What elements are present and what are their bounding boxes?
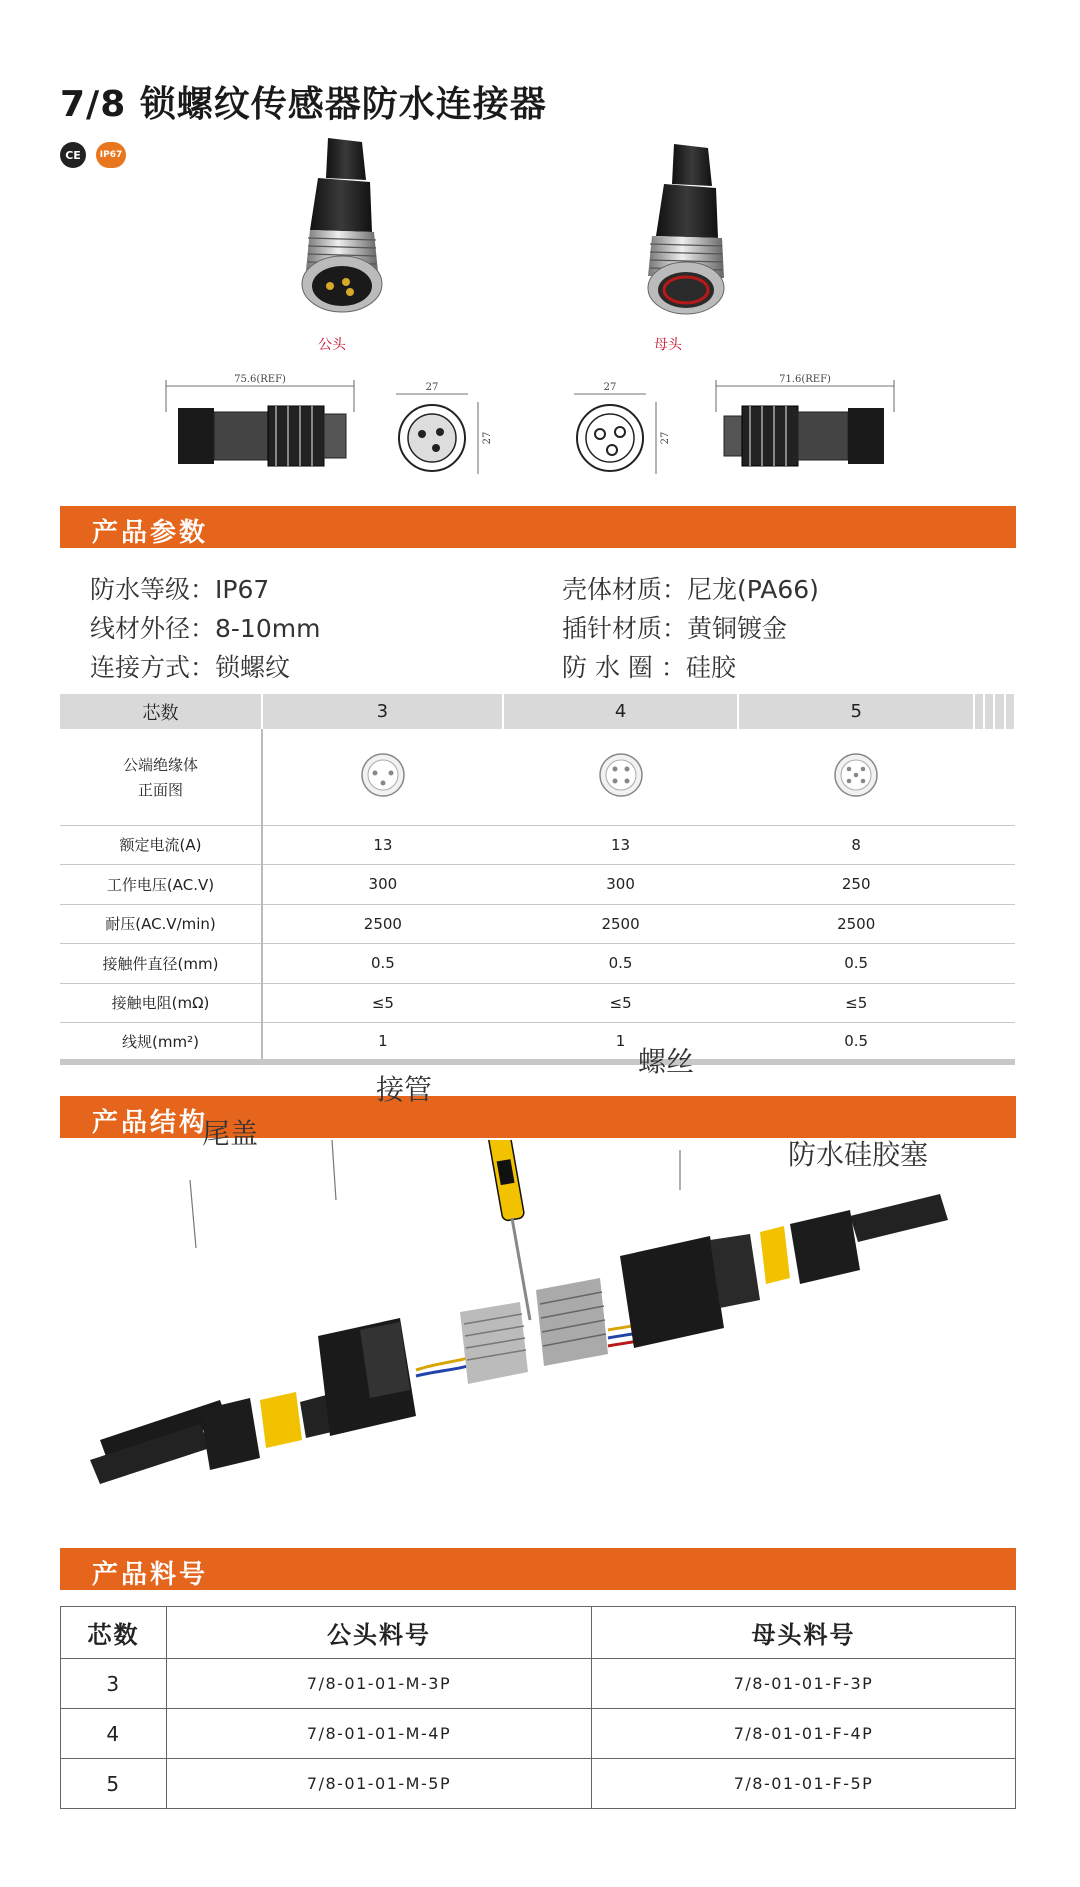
spec-value: ≤5 (503, 983, 739, 1023)
spec-row-gauge (60, 1023, 1015, 1063)
spec-value: 2500 (738, 904, 974, 944)
male-length-dim: 75.6(REF) (234, 374, 286, 385)
face-5pin-cell (738, 729, 974, 825)
face-3pin-icon (360, 752, 406, 798)
spec-empty-cell (974, 1023, 984, 1063)
spec-value: 2500 (503, 904, 739, 944)
spec-row-diameter (60, 944, 1015, 984)
section-structure-title: 产品结构 (92, 1108, 209, 1138)
label-body: 接管 (376, 1073, 433, 1106)
spec-empty-col (984, 694, 994, 729)
section-params-bar (60, 506, 1016, 548)
male-face-w: 27 (425, 382, 439, 393)
spec-row-label: 工作电压(AC.V) (60, 865, 262, 905)
page-title: 7/8 锁螺纹传感器防水连接器 (60, 84, 547, 125)
cert-badges (60, 142, 126, 168)
spec-value: 8 (738, 825, 974, 865)
spec-row-label: 耐压(AC.V/min) (60, 904, 262, 944)
spec-empty-cell (974, 825, 984, 865)
spec-empty-cell (1005, 1023, 1015, 1063)
param-cable-diameter: 线材外径：8-10mm (90, 614, 321, 643)
spec-row-label: 线规(mm²) (60, 1023, 262, 1063)
pn-female: 7/8-01-01-F-5P (592, 1759, 1016, 1809)
spec-core-3: 3 (262, 694, 503, 729)
spec-empty-cell (994, 983, 1004, 1023)
spec-empty-cell (1005, 983, 1015, 1023)
spec-core-5: 5 (738, 694, 974, 729)
female-connector-photo (620, 140, 740, 325)
param-shell-material: 壳体材质：尼龙(PA66) (562, 575, 819, 604)
label-seal: 防水硅胶塞 (788, 1138, 929, 1171)
female-face-drawing (568, 378, 678, 478)
pn-male: 7/8-01-01-M-3P (167, 1659, 592, 1709)
spec-value: 13 (503, 825, 739, 865)
spec-row-label: 接触件直径(mm) (60, 944, 262, 984)
spec-empty-cell (984, 944, 994, 984)
pn-header-male: 公头料号 (167, 1607, 592, 1659)
section-part-numbers-bar (60, 1548, 1016, 1590)
section-params-title: 产品参数 (92, 518, 209, 548)
female-length-dim: 71.6(REF) (779, 374, 831, 385)
spec-empty-cell (1005, 865, 1015, 905)
pn-male: 7/8-01-01-M-5P (167, 1759, 592, 1809)
male-side-drawing (160, 372, 360, 482)
pn-male: 7/8-01-01-M-4P (167, 1709, 592, 1759)
spec-empty-cell (1005, 729, 1015, 825)
spec-row-resistance (60, 983, 1015, 1023)
spec-value: 250 (738, 865, 974, 905)
female-side-drawing (710, 372, 900, 482)
spec-row-voltage (60, 865, 1015, 905)
spec-face-label-line1: 公端绝缘体 (122, 755, 198, 774)
spec-row-withstand (60, 904, 1015, 944)
spec-header-label: 芯数 (60, 694, 262, 729)
param-pin-material: 插针材质：黄铜镀金 (562, 614, 788, 643)
param-waterproof: 防水等级：IP67 (90, 575, 270, 604)
face-4pin-cell (503, 729, 739, 825)
spec-empty-cell (994, 944, 1004, 984)
pn-header-female: 母头料号 (592, 1607, 1016, 1659)
spec-empty-cell (974, 983, 984, 1023)
spec-value: 0.5 (503, 944, 739, 984)
spec-empty-cell (974, 904, 984, 944)
male-face-h: 27 (482, 431, 493, 445)
pn-row (61, 1759, 1016, 1809)
ce-badge-icon: CE (60, 142, 86, 168)
spec-empty-cell (974, 865, 984, 905)
spec-empty-cell (994, 904, 1004, 944)
pn-cores: 5 (61, 1759, 167, 1809)
spec-header-row (60, 694, 1015, 729)
spec-value: ≤5 (262, 983, 503, 1023)
spec-row-label: 接触电阻(mΩ) (60, 983, 262, 1023)
spec-empty-cell (984, 865, 994, 905)
spec-empty-cell (974, 729, 984, 825)
spec-empty-col (1005, 694, 1015, 729)
spec-value: 300 (503, 865, 739, 905)
male-face-drawing (390, 378, 500, 478)
spec-empty-cell (994, 865, 1004, 905)
male-label: 公头 (318, 337, 346, 353)
spec-value: 1 (503, 1023, 739, 1063)
part-number-table (60, 1606, 1016, 1809)
spec-empty-cell (984, 904, 994, 944)
face-3pin-cell (262, 729, 503, 825)
spec-value: 1 (262, 1023, 503, 1063)
female-face-w: 27 (603, 382, 617, 393)
param-seal: 防 水 圈 ：硅胶 (562, 653, 736, 682)
spec-row-current (60, 825, 1015, 865)
spec-core-4: 4 (503, 694, 739, 729)
spec-value: 300 (262, 865, 503, 905)
spec-face-row (60, 729, 1015, 825)
spec-table (60, 694, 1016, 1065)
spec-empty-cell (974, 944, 984, 984)
spec-empty-cell (994, 825, 1004, 865)
spec-empty-cell (994, 729, 1004, 825)
pn-female: 7/8-01-01-F-3P (592, 1659, 1016, 1709)
spec-empty-cell (984, 825, 994, 865)
pn-header-row (61, 1607, 1016, 1659)
spec-value: 2500 (262, 904, 503, 944)
spec-empty-cell (994, 1023, 1004, 1063)
param-connection: 连接方式：锁螺纹 (90, 653, 291, 682)
spec-value: 0.5 (738, 1023, 974, 1063)
spec-empty-cell (984, 983, 994, 1023)
spec-value: 13 (262, 825, 503, 865)
spec-value: 0.5 (262, 944, 503, 984)
label-tail-cap: 尾盖 (202, 1117, 259, 1150)
pn-cores: 4 (61, 1709, 167, 1759)
pn-header-cores: 芯数 (61, 1607, 167, 1659)
spec-value: 0.5 (738, 944, 974, 984)
spec-value: ≤5 (738, 983, 974, 1023)
pn-female: 7/8-01-01-F-4P (592, 1709, 1016, 1759)
spec-empty-col (994, 694, 1004, 729)
spec-empty-cell (1005, 944, 1015, 984)
spec-empty-cell (1005, 904, 1015, 944)
spec-face-label-line2: 正面图 (137, 780, 183, 799)
spec-face-label (60, 729, 262, 825)
pn-row (61, 1709, 1016, 1759)
male-connector-photo (270, 134, 400, 319)
female-label: 母头 (654, 337, 682, 353)
face-4pin-icon (598, 752, 644, 798)
pn-cores: 3 (61, 1659, 167, 1709)
spec-empty-col (974, 694, 984, 729)
ip67-badge-icon: IP67 (96, 142, 126, 168)
spec-empty-cell (984, 729, 994, 825)
exploded-view-illustration (60, 1140, 1016, 1540)
label-screw: 螺丝 (638, 1045, 695, 1078)
face-5pin-icon (833, 752, 879, 798)
section-part-numbers-title: 产品料号 (92, 1560, 209, 1590)
female-face-h: 27 (660, 431, 671, 445)
spec-empty-cell (1005, 825, 1015, 865)
spec-empty-cell (984, 1023, 994, 1063)
pn-row (61, 1659, 1016, 1709)
spec-row-label: 额定电流(A) (60, 825, 262, 865)
